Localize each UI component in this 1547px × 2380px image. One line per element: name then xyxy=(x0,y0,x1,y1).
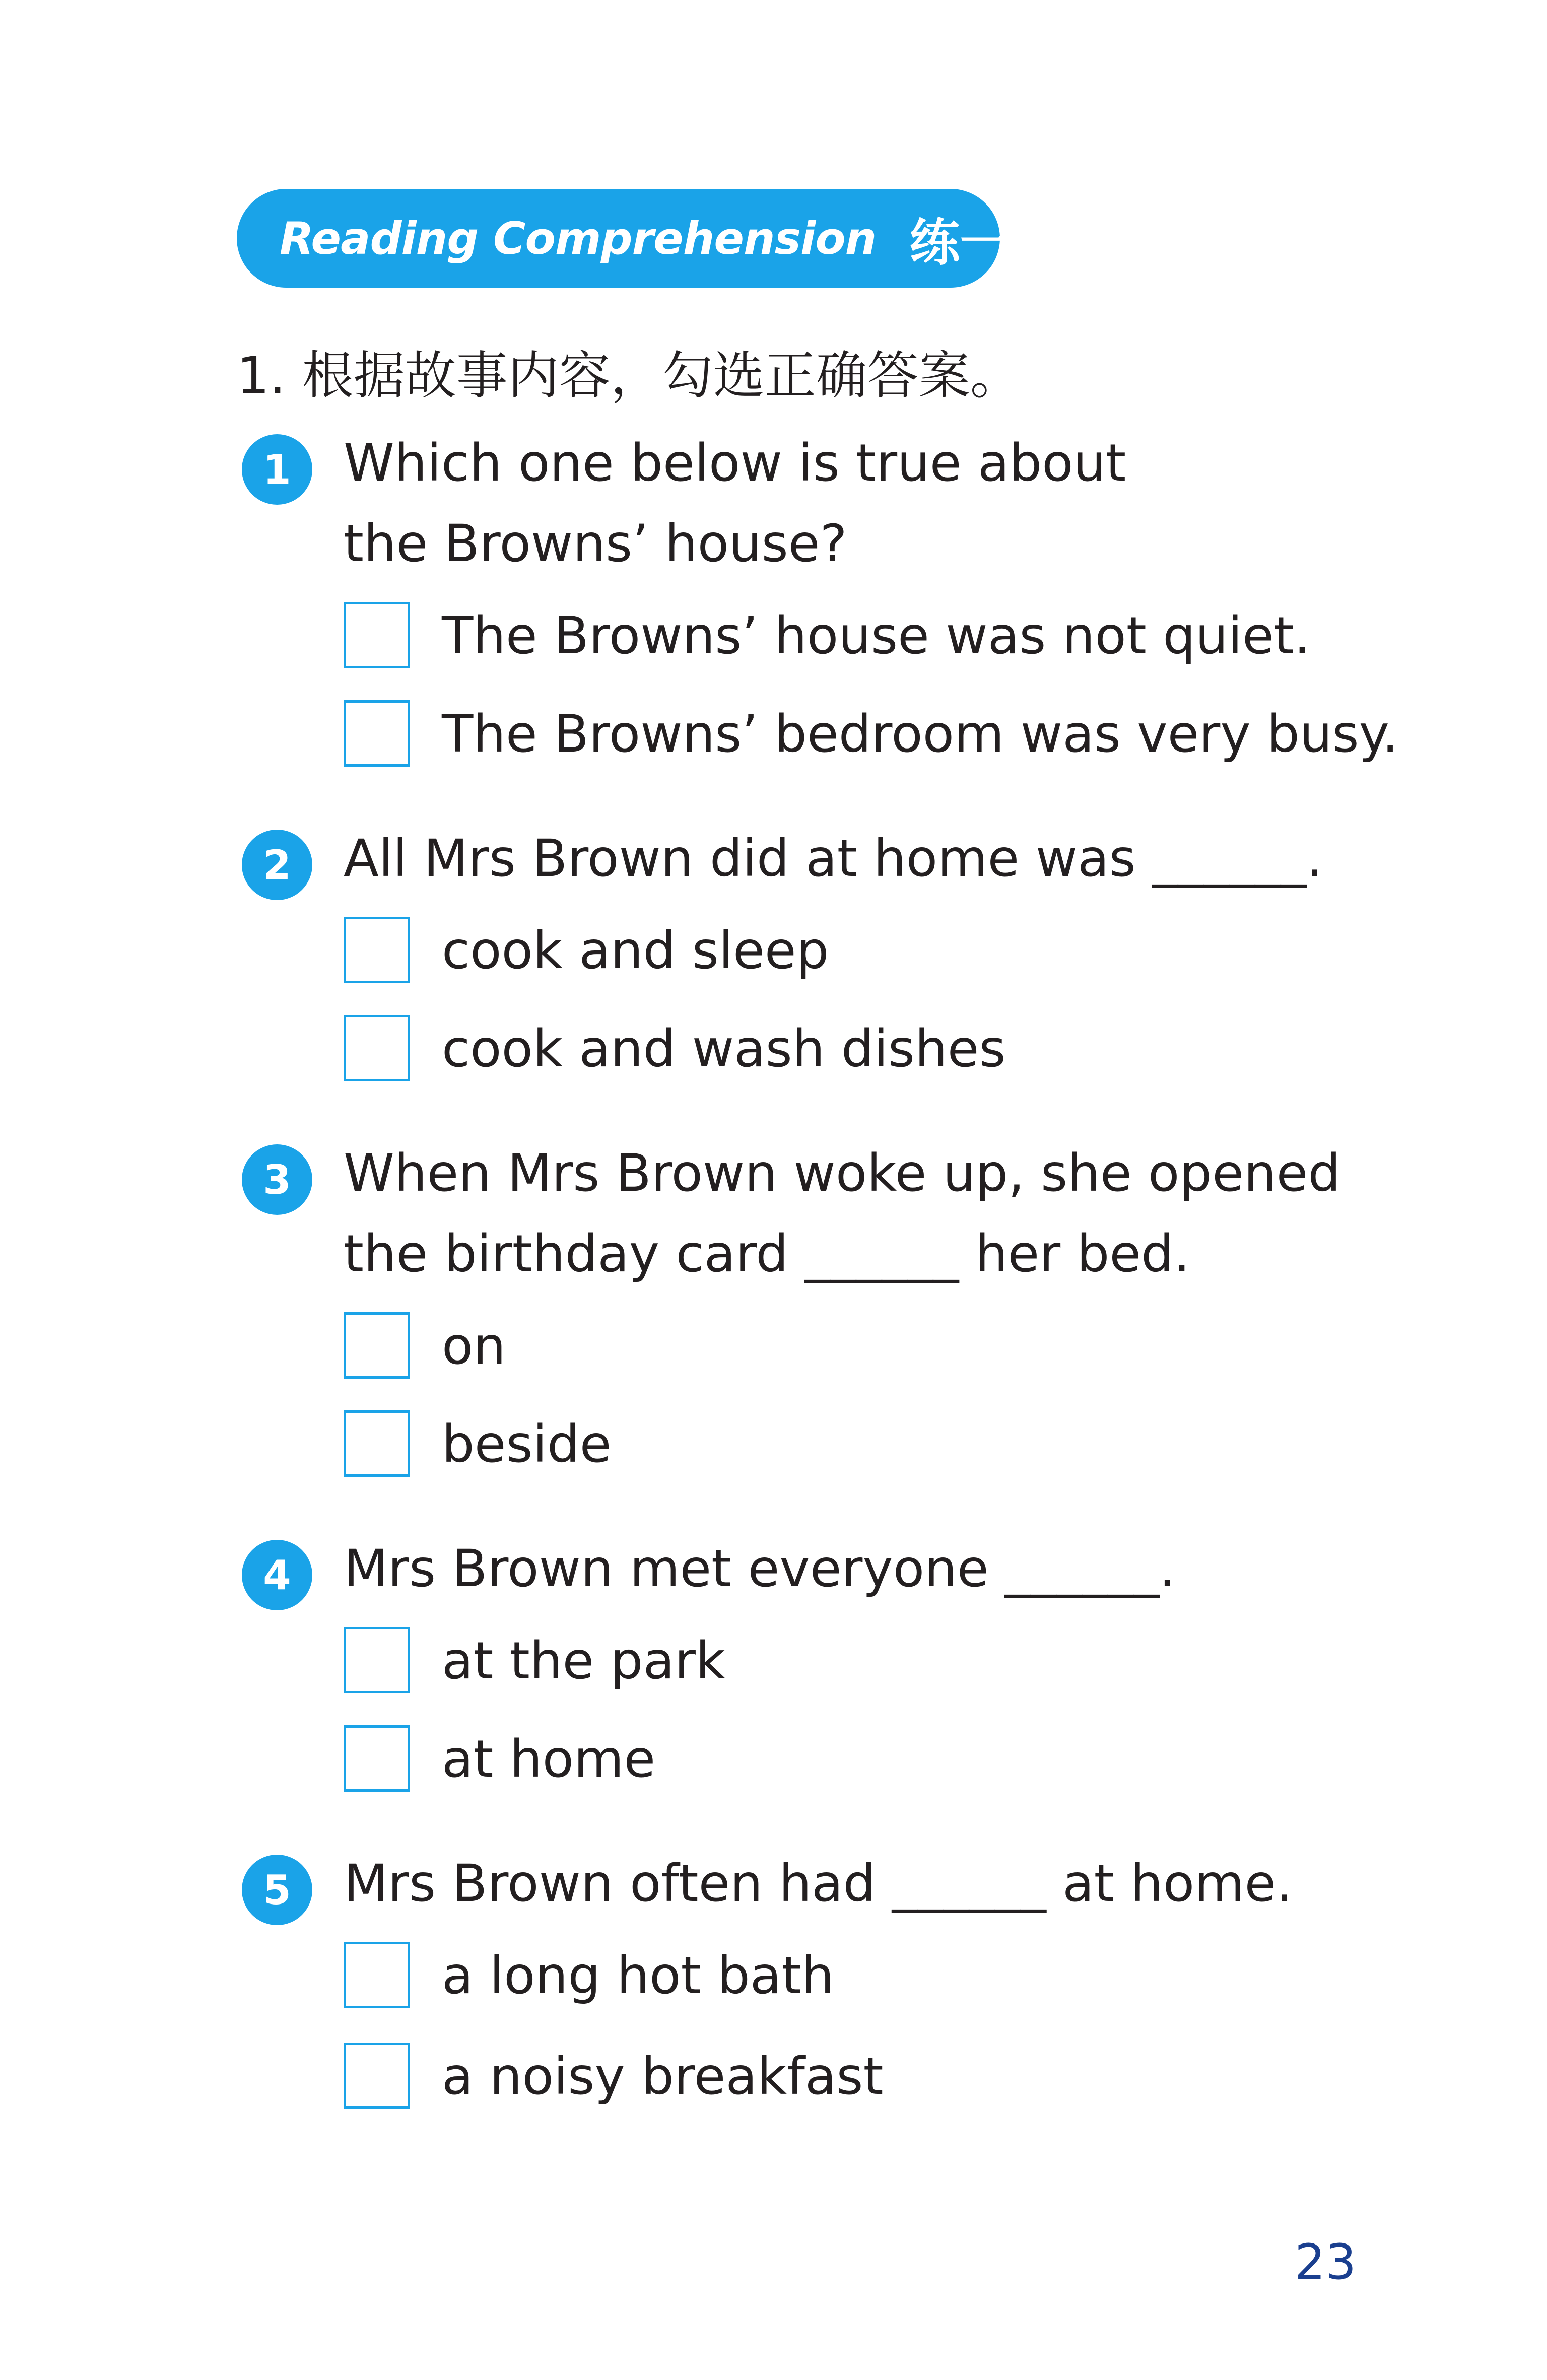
question-number-badge: 4 xyxy=(242,1540,312,1610)
question-text: When Mrs Brown woke up, she opened the birthday card ______ her bed. xyxy=(344,1143,1341,1284)
option-label: at home xyxy=(442,1729,656,1789)
checkbox[interactable] xyxy=(344,2043,410,2109)
option-1b[interactable] xyxy=(344,700,1398,771)
section-header-badge xyxy=(237,189,1061,288)
option-label: The Browns’ house was not quiet. xyxy=(442,606,1311,666)
question-number-badge: 1 xyxy=(242,434,312,505)
checkbox[interactable] xyxy=(344,1410,410,1477)
checkbox[interactable] xyxy=(344,602,410,668)
option-label: at the park xyxy=(442,1631,725,1691)
option-label: a noisy breakfast xyxy=(442,2047,884,2106)
option-4a[interactable] xyxy=(344,1627,1351,1697)
checkbox[interactable] xyxy=(344,1015,410,1081)
question-text: Mrs Brown often had ______ at home. xyxy=(344,1854,1293,1914)
question-text: Which one below is true about the Browns’ house? xyxy=(344,433,1126,574)
option-2a[interactable] xyxy=(344,917,1351,987)
question-text: Mrs Brown met everyone ______. xyxy=(344,1539,1176,1599)
section-title-chinese: 练一练 xyxy=(909,213,1061,272)
question-text: All Mrs Brown did at home was ______. xyxy=(344,829,1323,889)
option-label: on xyxy=(442,1316,506,1376)
option-5a[interactable] xyxy=(344,1942,1351,2012)
option-label: The Browns’ bedroom was very busy. xyxy=(442,704,1398,764)
checkbox[interactable] xyxy=(344,1725,410,1792)
checkbox[interactable] xyxy=(344,1312,410,1379)
section-title-english: Reading Comprehension xyxy=(280,212,877,264)
checkbox[interactable] xyxy=(344,1627,410,1693)
question-number-badge: 5 xyxy=(242,1855,312,1925)
checkbox[interactable] xyxy=(344,917,410,983)
checkbox[interactable] xyxy=(344,1942,410,2008)
option-label: a long hot bath xyxy=(442,1946,834,2006)
option-2b[interactable] xyxy=(344,1015,1351,1085)
question-number-badge: 3 xyxy=(242,1144,312,1215)
exercise-instruction: 1. 根据故事内容，勾选正确答案。 xyxy=(237,346,1022,406)
option-label: cook and wash dishes xyxy=(442,1019,1006,1079)
option-5b[interactable] xyxy=(344,2043,1351,2113)
option-label: beside xyxy=(442,1414,612,1474)
checkbox[interactable] xyxy=(344,700,410,767)
question-number-badge: 2 xyxy=(242,830,312,900)
option-label: cook and sleep xyxy=(442,921,829,981)
option-1a[interactable] xyxy=(344,602,1351,672)
option-4b[interactable] xyxy=(344,1725,1351,1796)
page-number: 23 xyxy=(1295,2234,1357,2290)
option-3a[interactable] xyxy=(344,1312,1351,1383)
option-3b[interactable] xyxy=(344,1410,1351,1481)
